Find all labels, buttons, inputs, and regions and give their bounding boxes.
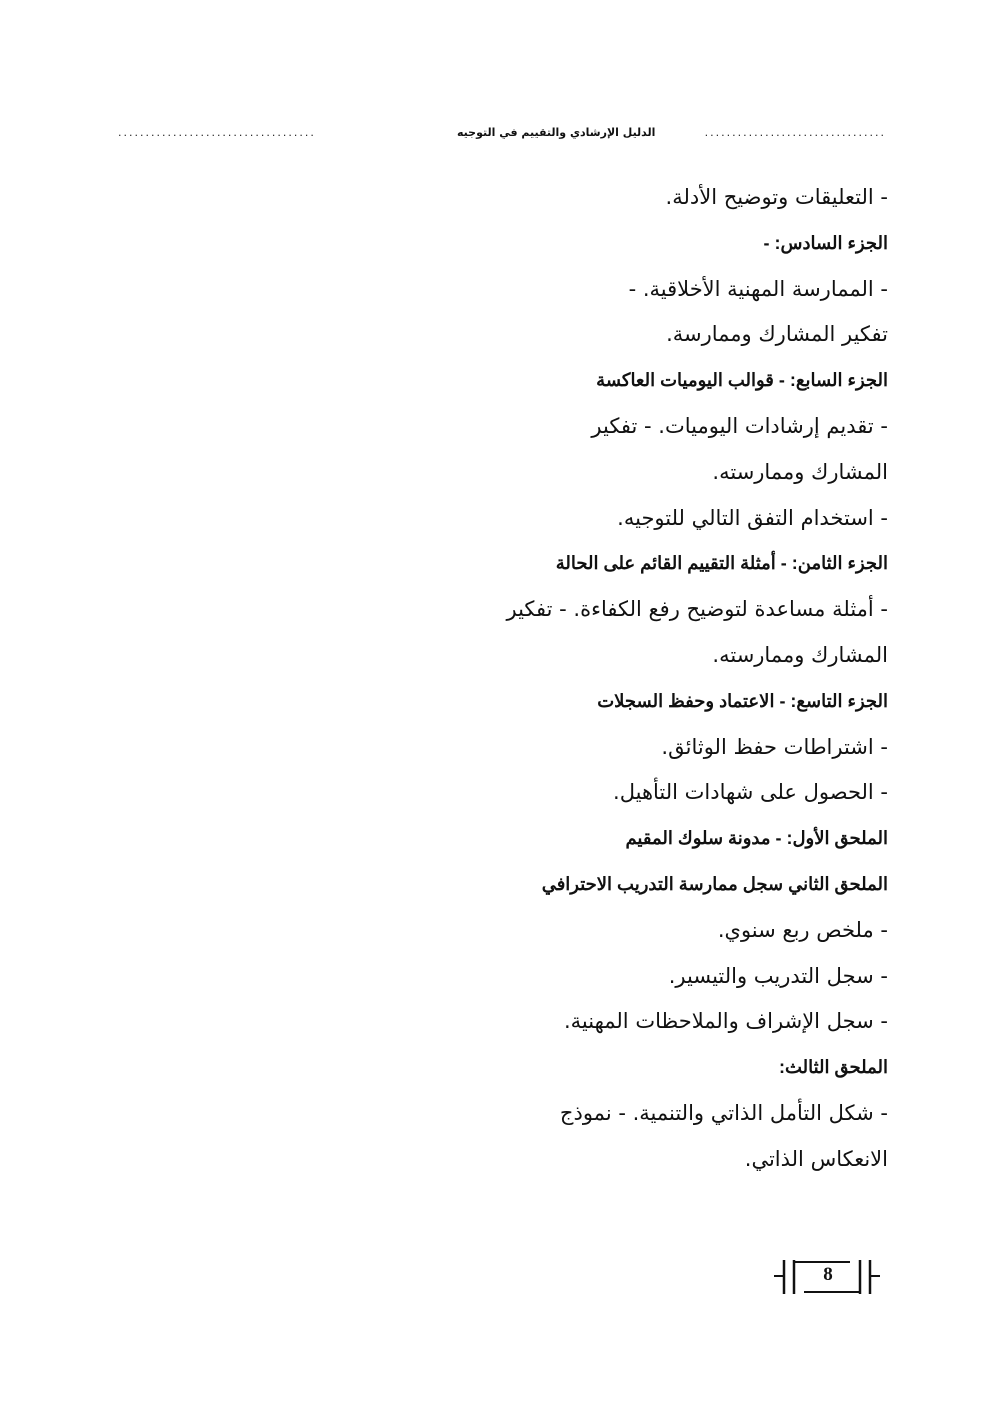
toc-item: - ملخص ربع سنوي.: [717, 917, 888, 942]
toc-item: الانعكاس الذاتي.: [744, 1146, 888, 1171]
header-title: الدليل الإرشادي والتقييم في التوجيه: [457, 126, 656, 139]
toc-item: - استخدام التفق التالي للتوجيه.: [617, 505, 888, 530]
section-heading: الملحق الثاني سجل ممارسة التدريب الاحترافي: [541, 873, 888, 894]
toc-item: - الممارسة المهنية الأخلاقية. -: [628, 276, 888, 301]
section-heading: الجزء التاسع: - الاعتماد وحفظ السجلات: [597, 690, 888, 711]
toc-content: [468, 178, 888, 1186]
toc-item: - التعليقات وتوضيح الأدلة.: [665, 185, 888, 209]
toc-item: تفكير المشارك وممارسة.: [666, 322, 888, 347]
toc-item: المشارك وممارسته.: [712, 459, 888, 484]
toc-item: - سجل التدريب والتيسير.: [668, 963, 888, 988]
toc-item: - شكل التأمل الذاتي والتنمية. - نموذج: [559, 1100, 888, 1125]
header-dots-right: .................................: [704, 126, 886, 139]
toc-item: المشارك وممارسته.: [712, 642, 888, 667]
running-header: [112, 124, 886, 146]
section-heading: الجزء السادس: -: [763, 232, 888, 253]
toc-item: - سجل الإشراف والملاحظات المهنية.: [563, 1009, 888, 1034]
page-number-frame: [764, 1254, 892, 1300]
toc-item: - تقديم إرشادات اليوميات. - تفكير: [591, 413, 888, 438]
section-heading: الملحق الأول: - مدونة سلوك المقيم: [625, 828, 888, 849]
toc-item: - اشتراطات حفظ الوثائق.: [661, 734, 888, 759]
toc-item: - الحصول على شهادات التأهيل.: [613, 780, 888, 805]
section-heading: الجزء السابع: - قوالب اليوميات العاكسة: [596, 370, 888, 391]
section-heading: الجزء الثامن: - أمثلة التقييم القائم على الحالة: [555, 553, 888, 574]
header-dots-left: ....................................: [118, 126, 316, 139]
page-number: 8: [823, 1264, 833, 1285]
toc-item: - أمثلة مساعدة لتوضيح رفع الكفاءة. - تفكير: [506, 597, 888, 622]
section-heading: الملحق الثالث:: [778, 1057, 888, 1078]
